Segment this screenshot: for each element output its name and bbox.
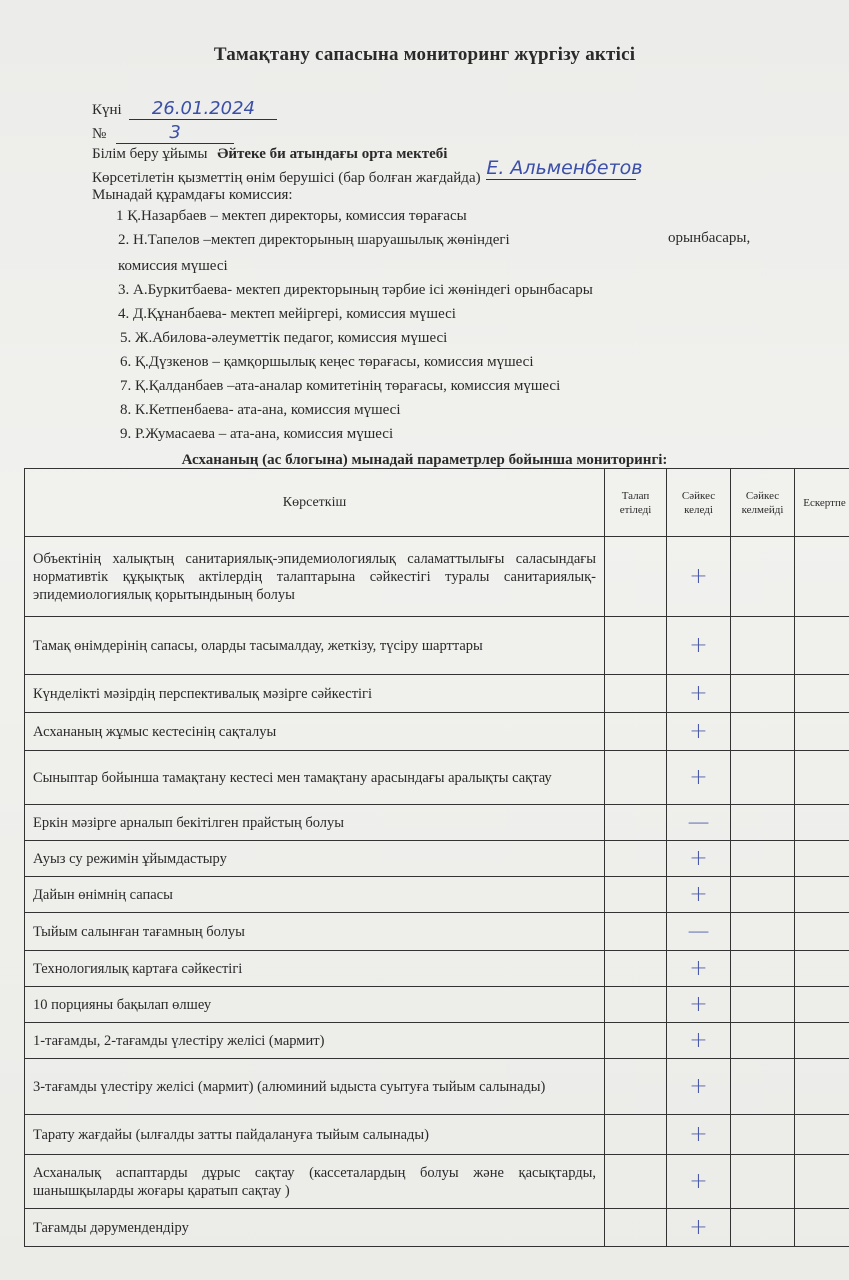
commission-member: 1 Қ.Назарбаев – мектеп директоры, комиссия төрағасы xyxy=(116,208,467,224)
commission-member: 4. Д.Құнанбаева- мектеп мейіргері, комиссия мүшесі xyxy=(118,306,456,322)
note-cell xyxy=(795,805,849,841)
note-cell xyxy=(795,713,849,751)
indicator-cell: Тыйым салынған тағамның болуы xyxy=(25,913,605,951)
compliant-mark: + xyxy=(667,675,731,713)
number-label: № xyxy=(92,126,107,142)
commission-member-cont: комиссия мүшесі xyxy=(118,258,228,274)
compliant-mark: + xyxy=(667,1209,731,1247)
monitoring-table xyxy=(24,468,849,1247)
compliant-mark: + xyxy=(667,841,731,877)
required-cell xyxy=(605,987,667,1023)
organization-label: Білім беру ұйымы xyxy=(92,146,208,162)
note-cell xyxy=(795,675,849,713)
date-label: Күні xyxy=(92,102,122,118)
note-cell xyxy=(795,751,849,805)
provider-line xyxy=(92,157,643,188)
noncompliant-cell xyxy=(731,1209,795,1247)
required-cell xyxy=(605,1023,667,1059)
table-row xyxy=(25,713,849,751)
commission-member-cont: орынбасары, xyxy=(668,230,751,246)
compliant-mark: + xyxy=(667,1059,731,1115)
table-row xyxy=(25,1059,849,1115)
table-row xyxy=(25,617,849,675)
header-compliant: Сәйкес келеді xyxy=(667,469,731,537)
compliant-mark: — xyxy=(667,805,731,841)
commission-member: 8. К.Кетпенбаева- ата-ана, комиссия мүшесі xyxy=(120,402,401,418)
indicator-cell: Асхананың жұмыс кестесінің сақталуы xyxy=(25,713,605,751)
compliant-mark: + xyxy=(667,617,731,675)
indicator-cell: Сыныптар бойынша тамақтану кестесі мен тамақтану арасындағы аралықты сақтау xyxy=(25,751,605,805)
noncompliant-cell xyxy=(731,877,795,913)
required-cell xyxy=(605,805,667,841)
table-row xyxy=(25,987,849,1023)
required-cell xyxy=(605,617,667,675)
required-cell xyxy=(605,1115,667,1155)
organization-line xyxy=(92,146,447,163)
noncompliant-cell xyxy=(731,617,795,675)
note-cell xyxy=(795,1115,849,1155)
commission-member: 3. А.Буркитбаева- мектеп директорының тәрбие ісі жөніндегі орынбасары xyxy=(118,282,593,298)
note-cell xyxy=(795,1209,849,1247)
note-cell xyxy=(795,877,849,913)
noncompliant-cell xyxy=(731,951,795,987)
noncompliant-cell xyxy=(731,987,795,1023)
indicator-cell: Еркін мәзірге арналып бекітілген прайстың болуы xyxy=(25,805,605,841)
provider-label: Көрсетілетін қызметтің өнім берушісі (бар болған жағдайда) xyxy=(92,170,481,186)
header-required: Талап етіледі xyxy=(605,469,667,537)
compliant-mark: + xyxy=(667,987,731,1023)
table-row xyxy=(25,1155,849,1209)
compliant-mark: + xyxy=(667,751,731,805)
note-cell xyxy=(795,987,849,1023)
indicator-cell: Тарату жағдайы (ылғалды затты пайдалануға тыйым салынады) xyxy=(25,1115,605,1155)
commission-member: 5. Ж.Абилова-әлеуметтік педагог, комиссия мүшесі xyxy=(120,330,448,346)
commission-member: 6. Қ.Дүзкенов – қамқоршылық кеңес төрағасы, комиссия мүшесі xyxy=(120,354,534,370)
compliant-mark: + xyxy=(667,713,731,751)
document-title: Тамақтану сапасына мониторинг жүргізу актісі xyxy=(213,44,636,65)
indicator-cell: Асханалық аспаптарды дұрыс сақтау (кассеталардың болуы және қасықтарды, шанышқыларды жоғары қаратып сақтау ) xyxy=(25,1155,605,1209)
table-row xyxy=(25,951,849,987)
commission-label: Мынадай құрамдағы комиссия: xyxy=(92,187,293,203)
compliant-mark: — xyxy=(667,913,731,951)
commission-member: 2. Н.Тапелов –мектеп директорының шаруашылық жөніндегі xyxy=(118,232,510,248)
noncompliant-cell xyxy=(731,1023,795,1059)
table-row xyxy=(25,877,849,913)
noncompliant-cell xyxy=(731,1155,795,1209)
required-cell xyxy=(605,713,667,751)
header-noncompliant: Сәйкес келмейді xyxy=(731,469,795,537)
required-cell xyxy=(605,1209,667,1247)
header-note: Ескертпе xyxy=(795,469,849,537)
required-cell xyxy=(605,1155,667,1209)
table-title: Асхананың (ас блогына) мынадай параметрлер бойынша мониторингі: xyxy=(181,452,668,468)
required-cell xyxy=(605,841,667,877)
noncompliant-cell xyxy=(731,841,795,877)
indicator-cell: Күнделікті мәзірдің перспективалық мәзірге сәйкестігі xyxy=(25,675,605,713)
note-cell xyxy=(795,841,849,877)
indicator-cell: Дайын өнімнің сапасы xyxy=(25,877,605,913)
note-cell xyxy=(795,617,849,675)
noncompliant-cell xyxy=(731,913,795,951)
compliant-mark: + xyxy=(667,951,731,987)
indicator-cell: Тамақ өнімдерінің сапасы, оларды тасымалдау, жеткізу, түсіру шарттары xyxy=(25,617,605,675)
commission-member: 7. Қ.Қалданбаев –ата-аналар комитетінің төрағасы, комиссия мүшесі xyxy=(120,378,561,394)
table-row xyxy=(25,1023,849,1059)
table-row xyxy=(25,805,849,841)
table-row xyxy=(25,913,849,951)
compliant-mark: + xyxy=(667,1115,731,1155)
table-row xyxy=(25,751,849,805)
note-cell xyxy=(795,1059,849,1115)
organization-value: Әйтеке би атындағы орта мектебі xyxy=(217,146,448,162)
noncompliant-cell xyxy=(731,1115,795,1155)
required-cell xyxy=(605,675,667,713)
provider-signature: Е. Альменбетов xyxy=(486,157,643,179)
noncompliant-cell xyxy=(731,537,795,617)
indicator-cell: 3-тағамды үлестіру желісі (мармит) (алюминий ыдыста суытуға тыйым салынады) xyxy=(25,1059,605,1115)
note-cell xyxy=(795,913,849,951)
noncompliant-cell xyxy=(731,751,795,805)
header-indicator: Көрсеткіш xyxy=(25,469,605,537)
required-cell xyxy=(605,1059,667,1115)
note-cell xyxy=(795,951,849,987)
noncompliant-cell xyxy=(731,805,795,841)
table-row xyxy=(25,1115,849,1155)
table-row xyxy=(25,537,849,617)
table-row xyxy=(25,1209,849,1247)
noncompliant-cell xyxy=(731,1059,795,1115)
note-cell xyxy=(795,1023,849,1059)
note-cell xyxy=(795,537,849,617)
indicator-cell: Ауыз су режимін ұйымдастыру xyxy=(25,841,605,877)
indicator-cell: Технологиялық картаға сәйкестігі xyxy=(25,951,605,987)
compliant-mark: + xyxy=(667,1023,731,1059)
required-cell xyxy=(605,537,667,617)
indicator-cell: 1-тағамды, 2-тағамды үлестіру желісі (мармит) xyxy=(25,1023,605,1059)
compliant-mark: + xyxy=(667,877,731,913)
date-line xyxy=(92,98,277,120)
commission-member: 9. Р.Жумасаева – ата-ана, комиссия мүшесі xyxy=(120,426,394,442)
table-row xyxy=(25,675,849,713)
table-header-row xyxy=(25,469,849,537)
required-cell xyxy=(605,877,667,913)
compliant-mark: + xyxy=(667,537,731,617)
note-cell xyxy=(795,1155,849,1209)
noncompliant-cell xyxy=(731,713,795,751)
required-cell xyxy=(605,913,667,951)
required-cell xyxy=(605,951,667,987)
indicator-cell: Тағамды дәрумендендіру xyxy=(25,1209,605,1247)
indicator-cell: 10 порцияны бақылап өлшеу xyxy=(25,987,605,1023)
table-row xyxy=(25,841,849,877)
number-line xyxy=(92,122,234,144)
number-value: 3 xyxy=(116,122,234,144)
indicator-cell: Объектінің халықтың санитариялық-эпидемиологиялық саламаттылығы саласындағы нормативтік құқықтық актілердің талаптарына сәйкестігі туралы санитариялық-эпидемиологиялық қорытындының болуы xyxy=(25,537,605,617)
required-cell xyxy=(605,751,667,805)
date-value: 26.01.2024 xyxy=(129,98,277,120)
noncompliant-cell xyxy=(731,675,795,713)
compliant-mark: + xyxy=(667,1155,731,1209)
